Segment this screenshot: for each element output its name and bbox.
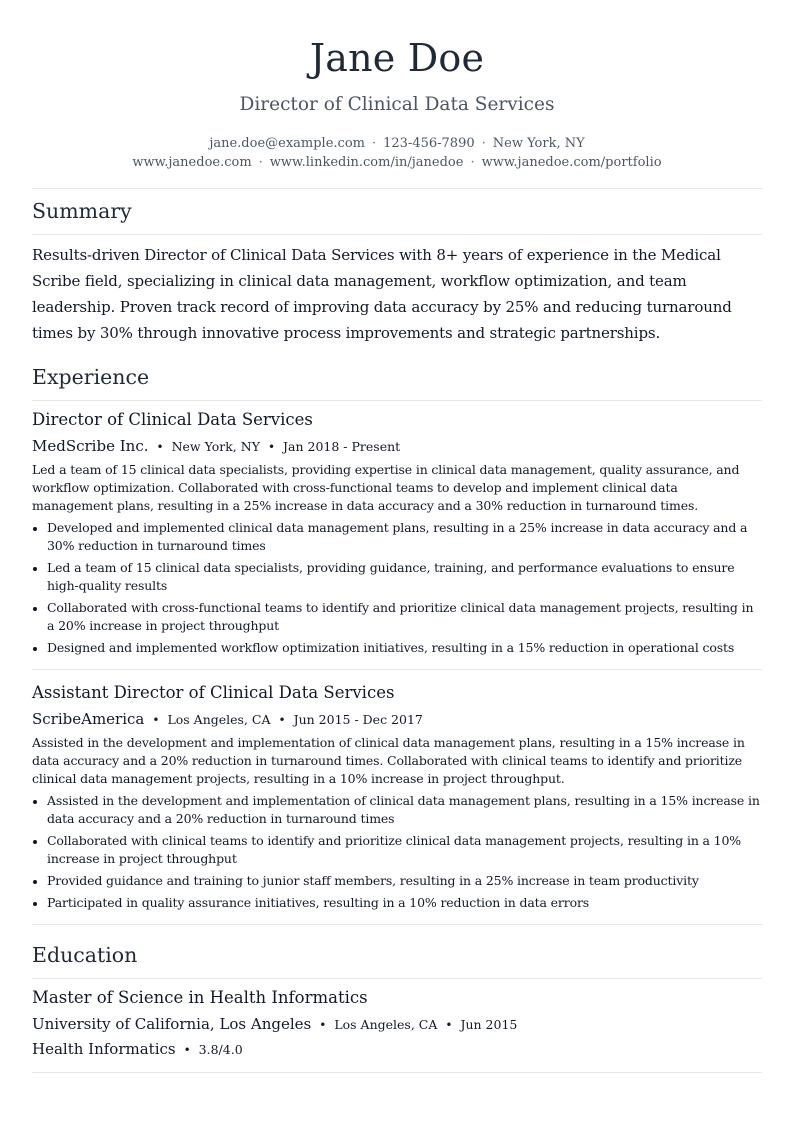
job-dates: Jan 2018 - Present <box>283 439 401 454</box>
job-bullets <box>32 792 762 916</box>
candidate-role: Director of Clinical Data Services <box>239 94 555 115</box>
divider <box>32 1072 762 1073</box>
meta-separator: • <box>445 1018 453 1032</box>
contact-separator: · <box>258 155 263 170</box>
summary-text: Results-driven Director of Clinical Data Services with 8+ years of experience in the Medical Scribe field, specializing in clinical data management, workflow optimization, and team leadership. Proven track record of improving data accuracy by 25% and reducing turnaround times by 30% through innovative process improvements and strategic partnerships. <box>32 246 732 342</box>
list-item: Collaborated with cross-functional teams to identify and prioritize clinical data management projects, resulting in a 20% increase in project throughput <box>32 599 762 635</box>
divider <box>32 669 762 670</box>
website-link[interactable]: www.janedoe.com <box>132 155 252 170</box>
linkedin-link[interactable]: www.linkedin.com/in/janedoe <box>269 155 464 170</box>
section-title-experience: Experience <box>32 365 150 389</box>
list-item: Assisted in the development and implementation of clinical data management plans, resulting in a 15% increase in data accuracy and a 20% reduction in turnaround times <box>32 792 762 828</box>
graduation-date: Jun 2015 <box>460 1017 518 1032</box>
job-meta <box>32 709 423 730</box>
contact-line-links <box>32 154 762 172</box>
meta-separator: • <box>267 440 276 454</box>
contact-separator: · <box>470 155 475 170</box>
meta-separator: • <box>183 1043 191 1057</box>
section-title-summary: Summary <box>32 199 132 223</box>
job-title: Assistant Director of Clinical Data Services <box>32 683 395 702</box>
gpa: 3.8/4.0 <box>198 1042 243 1057</box>
job-description: Assisted in the development and implementation of clinical data management plans, resulting in a 15% increase in data accuracy and a 20% reduction in turnaround times. Collaborated with clinical teams to identify and prioritize clinical data management projects, resulting in a 10% increase in project throughput. <box>32 735 745 786</box>
field-of-study: Health Informatics <box>32 1040 176 1058</box>
portfolio-link[interactable]: www.janedoe.com/portfolio <box>481 155 662 170</box>
divider <box>32 924 762 925</box>
job-description: Led a team of 15 clinical data specialists, providing expertise in clinical data management, quality assurance, and workflow optimization. Collaborated with cross-functional teams to develop and implement clinical data management plans, resulting in a 25% increase in data accuracy and a 30% reduction in turnaround times. <box>32 462 740 513</box>
list-item: Collaborated with clinical teams to identify and prioritize clinical data management projects, resulting in a 10% increase in project throughput <box>32 832 762 868</box>
list-item: Designed and implemented workflow optimization initiatives, resulting in a 15% reduction in operational costs <box>32 639 762 657</box>
school-location: Los Angeles, CA <box>334 1017 438 1032</box>
meta-separator: • <box>278 713 286 727</box>
meta-separator: • <box>152 713 160 727</box>
divider <box>32 978 762 979</box>
company-name: MedScribe Inc. <box>32 437 149 455</box>
job-location: Los Angeles, CA <box>167 712 271 727</box>
meta-separator: • <box>319 1018 327 1032</box>
job-meta <box>32 436 400 457</box>
school-name: University of California, Los Angeles <box>32 1015 312 1033</box>
divider <box>32 234 762 235</box>
phone-number: 123-456-7890 <box>383 136 475 151</box>
job-bullets <box>32 519 762 661</box>
company-name: ScribeAmerica <box>32 710 145 728</box>
email-link[interactable]: jane.doe@example.com <box>209 136 365 151</box>
section-title-education: Education <box>32 943 138 967</box>
job-location: New York, NY <box>171 439 260 454</box>
divider <box>32 400 762 401</box>
job-title: Director of Clinical Data Services <box>32 410 313 429</box>
contact-line-primary <box>32 135 762 153</box>
degree-title: Master of Science in Health Informatics <box>32 988 368 1007</box>
candidate-name: Jane Doe <box>309 36 485 80</box>
divider <box>32 188 762 189</box>
contact-separator: · <box>371 136 377 151</box>
education-field-line <box>32 1039 243 1060</box>
education-meta <box>32 1014 517 1035</box>
contact-location: New York, NY <box>492 136 585 151</box>
job-dates: Jun 2015 - Dec 2017 <box>293 712 423 727</box>
contact-separator: · <box>481 136 486 151</box>
list-item: Led a team of 15 clinical data specialists, providing guidance, training, and performance evaluations to ensure high-quality results <box>32 559 762 595</box>
list-item: Provided guidance and training to junior staff members, resulting in a 25% increase in team productivity <box>32 872 762 890</box>
meta-separator: • <box>156 440 164 454</box>
list-item: Participated in quality assurance initiatives, resulting in a 10% reduction in data errors <box>32 894 762 912</box>
list-item: Developed and implemented clinical data management plans, resulting in a 25% increase in data accuracy and a 30% reduction in turnaround times <box>32 519 762 555</box>
